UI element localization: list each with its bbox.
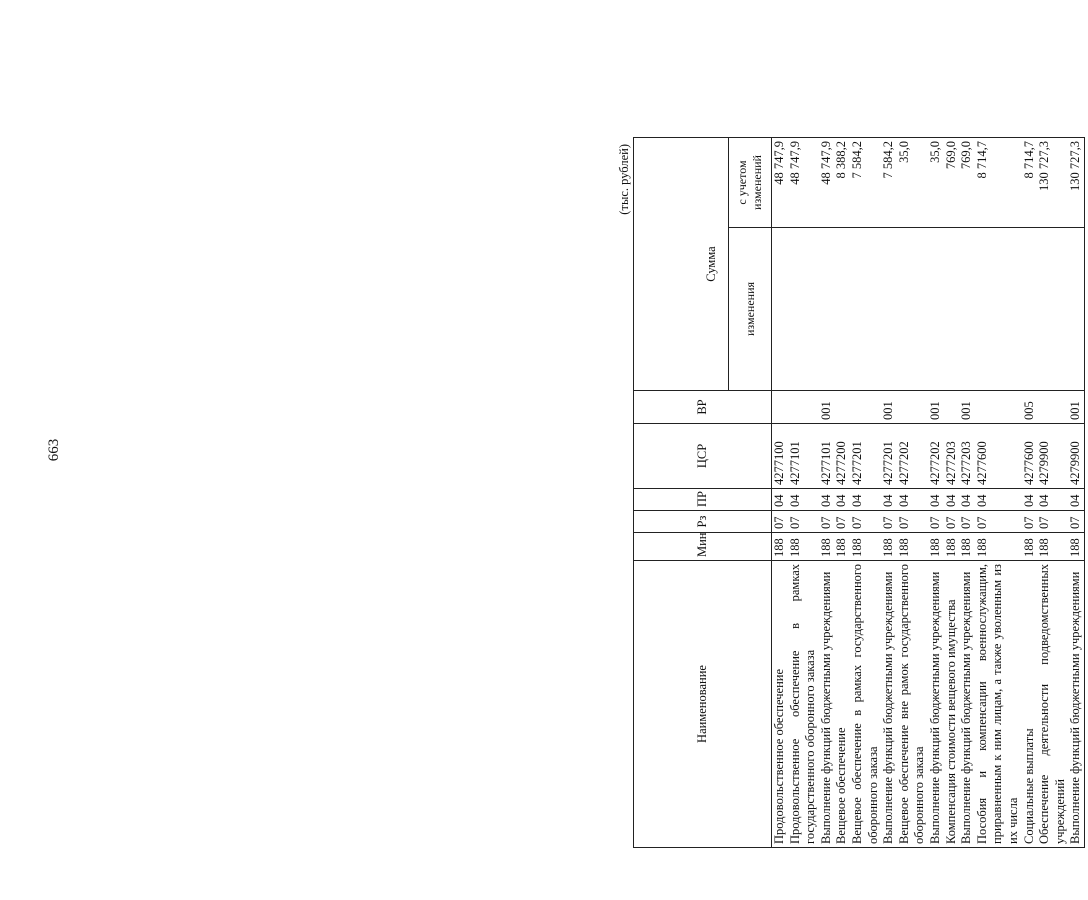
cell-min: 188 (1022, 533, 1038, 561)
cell-name: Выполнение функций бюджетными учреждениями (959, 561, 975, 848)
header-summa: Сумма (694, 138, 729, 391)
table-row (1068, 138, 1084, 848)
cell-vr (975, 391, 1022, 424)
cell-min: 188 (881, 533, 897, 561)
cell-izm (897, 228, 928, 391)
cell-csr: 4279900 (1037, 424, 1068, 489)
cell-vr (897, 391, 928, 424)
cell-vr (788, 391, 819, 424)
cell-pr: 04 (897, 489, 928, 511)
units-label: (тыс. рублей) (617, 144, 631, 215)
cell-min: 188 (1037, 533, 1068, 561)
cell-izm (1037, 228, 1068, 391)
cell-total: 35,0 (928, 138, 944, 228)
cell-rz: 07 (772, 511, 788, 533)
cell-rz: 07 (850, 511, 881, 533)
header-csr: ЦСР (634, 424, 772, 489)
cell-min: 188 (788, 533, 819, 561)
cell-rz: 07 (819, 511, 835, 533)
table-row (850, 138, 881, 848)
cell-csr: 4277101 (819, 424, 835, 489)
cell-vr: 005 (1022, 391, 1038, 424)
cell-vr (1037, 391, 1068, 424)
cell-rz: 07 (1037, 511, 1068, 533)
cell-total: 48 747,9 (819, 138, 835, 228)
cell-name: Выполнение функций бюджетными учреждениями (928, 561, 944, 848)
cell-vr (850, 391, 881, 424)
cell-csr: 4277201 (881, 424, 897, 489)
table-row (1022, 138, 1038, 848)
cell-pr: 04 (959, 489, 975, 511)
cell-min: 188 (959, 533, 975, 561)
cell-izm (1068, 228, 1084, 391)
cell-csr: 4277100 (772, 424, 788, 489)
cell-pr: 04 (1037, 489, 1068, 511)
header-vr: ВР (634, 391, 772, 424)
cell-rz: 07 (834, 511, 850, 533)
cell-csr: 4277600 (975, 424, 1022, 489)
cell-vr (834, 391, 850, 424)
cell-csr: 4277202 (928, 424, 944, 489)
cell-vr (772, 391, 788, 424)
cell-total: 769,0 (959, 138, 975, 228)
header-s-uchetom: с учетом изменений (729, 138, 772, 228)
cell-rz: 07 (975, 511, 1022, 533)
table-row (881, 138, 897, 848)
table-row (772, 138, 788, 848)
cell-vr: 001 (819, 391, 835, 424)
cell-name: Выполнение функций бюджетными учреждениями (1068, 561, 1084, 848)
cell-pr: 04 (772, 489, 788, 511)
cell-total: 8 388,2 (834, 138, 850, 228)
cell-total: 8 714,7 (1022, 138, 1038, 228)
cell-total: 130 727,3 (1068, 138, 1084, 228)
cell-total: 35,0 (897, 138, 928, 228)
cell-rz: 07 (1022, 511, 1038, 533)
cell-min: 188 (772, 533, 788, 561)
cell-vr: 001 (881, 391, 897, 424)
cell-izm (850, 228, 881, 391)
cell-name: Вещевое обеспечение (834, 561, 850, 848)
cell-pr: 04 (1068, 489, 1084, 511)
cell-pr: 04 (928, 489, 944, 511)
rotated-page-content (616, 138, 1088, 848)
cell-rz: 07 (944, 511, 960, 533)
cell-total: 130 727,3 (1037, 138, 1068, 228)
cell-total: 7 584,2 (881, 138, 897, 228)
cell-vr: 001 (1068, 391, 1084, 424)
cell-min: 188 (944, 533, 960, 561)
cell-name: Выполнение функций бюджетными учреждениями (881, 561, 897, 848)
budget-table (633, 137, 1085, 848)
cell-csr: 4277600 (1022, 424, 1038, 489)
table-row (928, 138, 944, 848)
table-row (788, 138, 819, 848)
cell-pr: 04 (788, 489, 819, 511)
cell-rz: 07 (897, 511, 928, 533)
cell-vr: 001 (959, 391, 975, 424)
cell-rz: 07 (881, 511, 897, 533)
cell-pr: 04 (975, 489, 1022, 511)
cell-izm (881, 228, 897, 391)
cell-pr: 04 (1022, 489, 1038, 511)
cell-total: 48 747,9 (788, 138, 819, 228)
cell-pr: 04 (944, 489, 960, 511)
cell-izm (975, 228, 1022, 391)
cell-min: 188 (897, 533, 928, 561)
cell-name: Социальные выплаты (1022, 561, 1038, 848)
cell-csr: 4277201 (850, 424, 881, 489)
table-row (944, 138, 960, 848)
cell-csr: 4279900 (1068, 424, 1084, 489)
header-empty-top (634, 138, 695, 391)
cell-min: 188 (1068, 533, 1084, 561)
cell-name: Вещевое обеспечение в рамках государственного оборонного заказа (850, 561, 881, 848)
cell-rz: 07 (959, 511, 975, 533)
cell-izm (928, 228, 944, 391)
cell-name: Обеспечение деятельности подведомственных учреждений (1037, 561, 1068, 848)
page-number: 663 (46, 438, 62, 462)
header-pr: ПР (634, 489, 772, 511)
cell-izm (788, 228, 819, 391)
table-row (1037, 138, 1068, 848)
cell-csr: 4277203 (959, 424, 975, 489)
table-row (819, 138, 835, 848)
cell-total: 48 747,9 (772, 138, 788, 228)
cell-rz: 07 (788, 511, 819, 533)
header-min: Мин (634, 533, 772, 561)
cell-izm (944, 228, 960, 391)
cell-total: 7 584,2 (850, 138, 881, 228)
cell-csr: 4277101 (788, 424, 819, 489)
table-row (897, 138, 928, 848)
cell-min: 188 (834, 533, 850, 561)
cell-csr: 4277202 (897, 424, 928, 489)
table-body (772, 138, 1085, 848)
cell-vr: 001 (928, 391, 944, 424)
cell-vr (944, 391, 960, 424)
cell-min: 188 (928, 533, 944, 561)
cell-csr: 4277200 (834, 424, 850, 489)
cell-pr: 04 (850, 489, 881, 511)
cell-name: Компенсация стоимости вещевого имущества (944, 561, 960, 848)
cell-min: 188 (975, 533, 1022, 561)
cell-izm (772, 228, 788, 391)
cell-pr: 04 (819, 489, 835, 511)
cell-izm (819, 228, 835, 391)
cell-pr: 04 (881, 489, 897, 511)
cell-izm (959, 228, 975, 391)
header-izmeneniya: изменения (729, 228, 772, 391)
table-row (959, 138, 975, 848)
cell-izm (834, 228, 850, 391)
header-name: Наименование (634, 561, 772, 848)
cell-min: 188 (819, 533, 835, 561)
cell-total: 769,0 (944, 138, 960, 228)
cell-rz: 07 (1068, 511, 1084, 533)
cell-izm (1022, 228, 1038, 391)
table-row (975, 138, 1022, 848)
cell-min: 188 (850, 533, 881, 561)
cell-name: Вещевое обеспечение вне рамок государственного оборонного заказа (897, 561, 928, 848)
cell-name: Выполнение функций бюджетными учреждениями (819, 561, 835, 848)
cell-total: 8 714,7 (975, 138, 1022, 228)
cell-name: Пособия и компенсации военнослужащим, приравненным к ним лицам, а также уволенным из их числа (975, 561, 1022, 848)
cell-csr: 4277203 (944, 424, 960, 489)
cell-name: Продовольственное обеспечение в рамках государственного оборонного заказа (788, 561, 819, 848)
header-rz: Рз (634, 511, 772, 533)
table-row (834, 138, 850, 848)
cell-rz: 07 (928, 511, 944, 533)
cell-pr: 04 (834, 489, 850, 511)
cell-name: Продовольственное обеспечение (772, 561, 788, 848)
